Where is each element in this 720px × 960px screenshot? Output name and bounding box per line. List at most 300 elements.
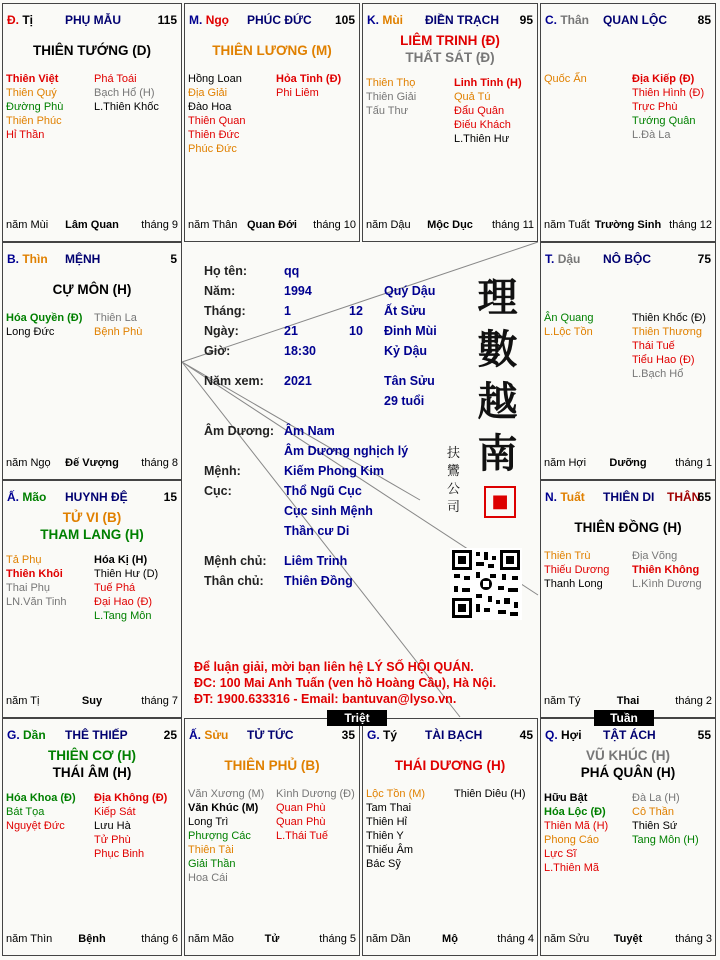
aux-star: Thiên Y (366, 830, 404, 842)
aux-star: Đường Phù (6, 101, 64, 113)
stem-letter: G. (367, 728, 380, 742)
aux-stars-right (276, 72, 341, 100)
aux-star: Địa Võng (632, 550, 678, 562)
qr-code-icon[interactable] (450, 548, 522, 620)
aux-star: Đại Hao (Đ) (94, 596, 153, 608)
cell-branch (7, 728, 46, 742)
main-star: VŨ KHÚC (H) (586, 748, 670, 763)
aux-stars-right (276, 787, 355, 843)
stem-letter: T. (545, 252, 555, 266)
aux-star: Lưu Hà (94, 820, 131, 832)
palace-name: TÀI BẠCH (425, 728, 483, 742)
life-phase: Dưỡng (609, 457, 647, 469)
aux-stars-right (632, 72, 704, 142)
aux-star: Thiên Quý (6, 87, 57, 99)
stem-letter: Đ. (7, 13, 19, 27)
cell-footer (6, 219, 178, 233)
aux-stars-left (6, 72, 63, 142)
stem-letter: B. (7, 252, 19, 266)
aux-star: Đẩu Quân (454, 105, 505, 117)
main-star: THÁI ÂM (H) (52, 765, 132, 780)
cell-branch (7, 252, 48, 266)
palace-cell-dau (540, 242, 716, 480)
day-label: Ngày: (204, 324, 239, 338)
cell-header (545, 252, 711, 266)
aux-star: Thiếu Âm (366, 844, 414, 856)
palace-cell-tuat (540, 480, 716, 718)
aux-star: Thiên Trù (544, 550, 591, 562)
cell-branch (545, 252, 580, 266)
cycle-year: năm Dậu (366, 219, 411, 231)
main-star: THIÊN TƯỚNG (D) (33, 43, 151, 58)
palace-name: NÔ BỘC (603, 252, 651, 266)
aux-stars-left (6, 311, 82, 339)
aux-star: L.Đà La (632, 129, 671, 141)
cuc-label: Cục: (204, 484, 232, 498)
palace-name: TẬT ÁCH (603, 728, 656, 742)
aux-star: Giải Thần (188, 858, 236, 870)
day-lunar: 10 (349, 324, 363, 338)
palace-cell-ngo (184, 3, 360, 242)
cycle-year: năm Mùi (6, 219, 49, 231)
cell-header (7, 13, 177, 27)
month-label: Tháng: (204, 304, 246, 318)
aux-stars-left (188, 787, 264, 885)
aux-stars-left (544, 791, 608, 875)
aux-star: Thiên Hình (Đ) (632, 87, 705, 99)
branch-name: Tị (22, 13, 34, 27)
cycle-month: tháng 11 (491, 219, 534, 231)
cell-branch (189, 13, 229, 27)
cycle-year: năm Ngọ (6, 457, 51, 469)
cell-age: 95 (519, 13, 533, 27)
cell-age: 45 (519, 728, 533, 742)
palace-name: QUAN LỘC (603, 13, 667, 27)
aux-star: L.Thiên Mã (544, 862, 600, 874)
cell-age: 65 (697, 490, 711, 504)
aux-stars-left (6, 553, 67, 609)
cycle-month: tháng 3 (675, 933, 712, 945)
aux-star: Tuế Phá (94, 582, 136, 594)
cell-footer (544, 457, 712, 471)
aux-star: Thiên Mã (H) (544, 820, 609, 832)
main-star: PHÁ QUÂN (H) (580, 765, 676, 780)
stem-letter: Ấ. (7, 490, 19, 504)
aux-star: Bác Sỹ (366, 858, 401, 870)
palace-cell-dan (2, 718, 182, 956)
cell-age: 85 (697, 13, 711, 27)
amduong-label: Âm Dương: (204, 424, 275, 438)
cell-footer (6, 933, 178, 947)
amduong-value: Âm Nam (284, 424, 335, 438)
aux-star: Hữu Bật (544, 792, 588, 804)
aux-star: Lực Sĩ (544, 848, 577, 860)
aux-star: Hóa Khoa (Đ) (6, 792, 76, 804)
menhchu-label: Mệnh chủ: (204, 554, 267, 568)
view-year-value: 2021 (284, 374, 312, 388)
aux-star: Tiểu Hao (Đ) (632, 354, 695, 366)
calligraphy-char: 南 (477, 430, 518, 477)
aux-star: Thiên Thọ (366, 77, 416, 89)
cell-age: 25 (163, 728, 177, 742)
main-star: THIÊN PHỦ (B) (224, 758, 320, 773)
aux-star: Thiên Không (632, 564, 700, 576)
cell-branch (367, 728, 397, 742)
life-phase: Đế Vượng (65, 457, 119, 469)
main-star: LIÊM TRINH (Đ) (400, 33, 500, 48)
life-phase: Tử (264, 933, 280, 945)
life-phase: Thai (616, 695, 640, 707)
main-stars (185, 757, 359, 774)
palace-cell-than_b (540, 3, 716, 242)
cycle-year: năm Thân (188, 219, 238, 231)
life-phase: Tuyệt (613, 933, 643, 945)
aux-star: Tấu Thư (366, 105, 409, 117)
aux-star: Điếu Khách (454, 119, 511, 131)
month-can: Ất Sửu (384, 304, 426, 318)
aux-stars-right (94, 72, 159, 114)
aux-star: Tử Phù (94, 834, 131, 846)
palace-name: THÊ THIẾP (65, 728, 128, 742)
aux-star: Đà La (H) (632, 792, 680, 804)
aux-star: Thiên Tài (188, 844, 234, 856)
cell-header (545, 490, 711, 504)
hour-label: Giờ: (204, 344, 231, 358)
aux-star: L.Tang Môn (94, 610, 152, 622)
palace-name: THIÊN DI (603, 490, 655, 504)
life-phase: Bệnh (78, 933, 106, 945)
aux-stars-right (94, 791, 167, 861)
palace-cell-mao (2, 480, 182, 718)
menh-label: Mệnh: (204, 464, 241, 478)
aux-star: Thái Tuế (632, 340, 675, 352)
cycle-year: năm Thìn (6, 933, 53, 945)
main-star: THIÊN ĐỒNG (H) (574, 520, 682, 535)
aux-stars-left (544, 549, 609, 591)
life-phase: Mộc Dục (427, 219, 473, 231)
cycle-month: tháng 9 (141, 219, 178, 231)
cycle-year: năm Tuất (544, 219, 590, 231)
cell-age: 115 (157, 13, 177, 27)
cycle-month: tháng 2 (675, 695, 712, 707)
main-stars (3, 509, 181, 543)
aux-star: Tam Thai (366, 802, 412, 814)
view-year-can: Tân Sửu (384, 374, 435, 388)
calligraphy-char: 數 (477, 326, 518, 373)
cycle-month: tháng 8 (141, 457, 178, 469)
aux-stars-right (454, 76, 522, 146)
branch-name: Mùi (382, 13, 404, 27)
aux-star: LN.Văn Tinh (6, 596, 67, 608)
day-value: 21 (284, 324, 298, 338)
cycle-month: tháng 6 (141, 933, 178, 945)
aux-star: Văn Khúc (M) (188, 802, 259, 814)
age-value: 29 tuổi (384, 394, 425, 408)
aux-star: Bát Tọa (6, 806, 45, 818)
aux-star: Hóa Kị (H) (94, 554, 148, 566)
than-marker: THÂN (667, 490, 701, 504)
palace-name: TỬ TỨC (247, 728, 294, 742)
cycle-month: tháng 7 (141, 695, 178, 707)
branch-name: Tý (383, 728, 398, 742)
palace-cell-ti (2, 3, 182, 242)
aux-star: L.Thiên Khốc (94, 101, 159, 113)
cell-footer (366, 219, 534, 233)
branch-name: Hợi (561, 728, 582, 742)
cell-branch (545, 490, 585, 504)
branch-name: Thìn (22, 252, 48, 266)
aux-star: L.Thái Tuế (276, 830, 328, 842)
branch-name: Thân (560, 13, 590, 27)
cell-footer (188, 933, 356, 947)
aux-star: Tang Môn (H) (632, 834, 699, 846)
day-can: Đinh Mùi (384, 324, 437, 338)
aux-star: Thiên Diêu (H) (454, 788, 526, 800)
name-value: qq (284, 264, 300, 278)
palace-name: MỆNH (65, 252, 101, 266)
cycle-month: tháng 5 (319, 933, 356, 945)
life-phase: Suy (81, 695, 103, 707)
cell-footer (544, 219, 712, 233)
thanchu-value: Thiên Đồng (284, 574, 353, 588)
aux-stars-left (6, 791, 76, 833)
aux-star: Thanh Long (544, 578, 603, 590)
cycle-year: năm Hợi (544, 457, 587, 469)
cell-age: 105 (334, 13, 355, 27)
palace-cell-thin (2, 242, 182, 480)
aux-stars-left (544, 72, 587, 86)
main-star: THÁI DƯƠNG (H) (394, 758, 506, 773)
cell-age: 5 (170, 252, 177, 266)
aux-star: Thiên Hỉ (366, 816, 407, 828)
cell-header (7, 490, 177, 504)
cell-footer (188, 219, 356, 233)
life-phase: Trường Sinh (594, 219, 662, 231)
aux-star: Thiên Sứ (632, 820, 678, 832)
main-star: CỰ MÔN (H) (52, 282, 132, 297)
aux-star: Linh Tinh (H) (454, 77, 522, 89)
aux-star: Kiếp Sát (94, 806, 136, 818)
aux-star: Ân Quang (544, 312, 594, 324)
aux-star: Thiên Thương (632, 326, 703, 338)
stem-letter: Ấ. (189, 728, 201, 742)
aux-star: Thiên Việt (6, 73, 59, 85)
aux-star: Bệnh Phù (94, 326, 143, 338)
palace-cell-ty (362, 718, 538, 956)
branch-name: Dậu (557, 252, 581, 266)
main-star: THAM LANG (H) (40, 527, 144, 542)
aux-star: L.Lộc Tồn (544, 326, 593, 338)
aux-star: Thiếu Dương (544, 564, 610, 576)
aux-star: Bạch Hổ (H) (94, 87, 155, 99)
thanchu-label: Thân chủ: (204, 574, 264, 588)
cell-age: 35 (341, 728, 355, 742)
aux-star: Thai Phụ (6, 582, 51, 594)
month-value: 1 (284, 304, 291, 318)
cycle-year: năm Dần (366, 933, 411, 945)
cycle-month: tháng 12 (669, 219, 712, 231)
aux-star: Long Đức (6, 326, 55, 338)
main-star: THIÊN LƯƠNG (M) (212, 43, 332, 58)
red-seal-icon: ■ (484, 486, 516, 518)
aux-stars-right (94, 553, 158, 623)
year-label: Năm: (204, 284, 236, 298)
main-stars (363, 757, 537, 774)
main-stars (363, 32, 537, 66)
aux-stars-right (632, 549, 702, 591)
aux-star: Phá Toái (94, 73, 137, 85)
aux-star: Quan Phù (276, 802, 326, 814)
main-stars (3, 281, 181, 298)
cell-header (545, 728, 711, 742)
cycle-month: tháng 10 (313, 219, 356, 231)
palace-cell-mui (362, 3, 538, 242)
aux-star: Địa Kiếp (Đ) (632, 73, 695, 85)
aux-star: Thiên Khôi (6, 568, 63, 580)
aux-star: Tả Phụ (6, 554, 42, 566)
hour-value: 18:30 (284, 344, 316, 358)
aux-star: Phong Cáo (544, 834, 600, 846)
name-label: Họ tên: (204, 264, 248, 278)
aux-star: Hóa Lộc (Đ) (544, 806, 606, 818)
cycle-month: tháng 4 (497, 933, 534, 945)
aux-star: Thiên Khốc (Đ) (632, 312, 706, 324)
aux-star: Phi Liêm (276, 87, 319, 99)
aux-star: Kình Dương (Đ) (276, 788, 355, 800)
branch-name: Dần (23, 728, 46, 742)
aux-stars-right (454, 787, 526, 801)
main-stars (541, 747, 715, 781)
palace-name: PHỤ MẪU (65, 13, 121, 27)
aux-star: Thiên Giải (366, 91, 417, 103)
cell-branch (7, 490, 46, 504)
aux-star: Địa Giải (188, 87, 228, 99)
aux-star: Phục Binh (94, 848, 145, 860)
palace-name: PHÚC ĐỨC (247, 13, 312, 27)
aux-star: Hỉ Thần (6, 129, 45, 141)
aux-star: L.Bạch Hổ (632, 368, 684, 380)
aux-stars-right (632, 311, 706, 381)
main-stars (3, 747, 181, 781)
aux-star: Quốc Ấn (544, 73, 587, 85)
amduong-value-2: Âm Dương nghịch lý (284, 444, 409, 458)
palace-name: HUYNH ĐỆ (65, 490, 128, 504)
triet-tag: Triệt (327, 710, 387, 726)
aux-star: Long Trì (188, 816, 229, 828)
cell-branch (545, 13, 589, 27)
cycle-year: năm Sửu (544, 933, 590, 945)
cell-branch (189, 728, 228, 742)
aux-star: Hỏa Tinh (Đ) (276, 73, 342, 85)
aux-star: Văn Xương (M) (188, 788, 265, 800)
aux-star: Thiên Hư (D) (94, 568, 159, 580)
contact-line-2: ĐC: 100 Mai Anh Tuấn (ven hồ Hoàng Cầu), Hà Nội. (194, 676, 497, 690)
aux-star: Quan Phù (276, 816, 326, 828)
aux-star: Quả Tú (454, 91, 491, 103)
calligraphy-logo (465, 272, 530, 480)
branch-name: Tuất (560, 490, 585, 504)
cell-age: 55 (697, 728, 711, 742)
aux-star: Phượng Các (188, 830, 251, 842)
palace-name: ĐIỀN TRẠCH (425, 13, 499, 27)
cuc-value-2: Cục sinh Mệnh (284, 504, 373, 518)
main-stars (541, 519, 715, 536)
cell-branch (7, 13, 33, 27)
branch-name: Mão (22, 490, 47, 504)
cell-header (367, 728, 533, 742)
main-star: TỬ VI (B) (62, 510, 122, 525)
aux-star: Thiên Phúc (6, 115, 62, 127)
cell-header (189, 728, 355, 742)
aux-star: Đào Hoa (188, 101, 232, 113)
life-phase: Quan Đới (247, 219, 297, 231)
cell-age: 75 (697, 252, 711, 266)
aux-star: Cô Thần (632, 806, 674, 818)
aux-stars-right (94, 311, 142, 339)
menh-value: Kiếm Phong Kim (284, 464, 385, 478)
aux-stars-left (188, 72, 245, 156)
tuan-tag: Tuần (594, 710, 654, 726)
palace-cell-hoi (540, 718, 716, 956)
aux-star: Địa Không (Đ) (94, 792, 168, 804)
stem-letter: N. (545, 490, 557, 504)
aux-star: L.Thiên Hư (454, 133, 510, 145)
cell-header (7, 252, 177, 266)
aux-star: Thiên La (94, 312, 137, 324)
stem-letter: K. (367, 13, 379, 27)
main-star: THIÊN CƠ (H) (47, 748, 136, 763)
aux-star: Nguyệt Đức (6, 820, 65, 832)
stem-letter: M. (189, 13, 203, 27)
stem-letter: C. (545, 13, 557, 27)
view-year-label: Năm xem: (204, 374, 264, 388)
aux-star: Tướng Quân (632, 115, 696, 127)
palace-cell-suu (184, 718, 360, 956)
life-phase: Mộ (442, 933, 458, 945)
cell-header (189, 13, 355, 27)
hour-can: Kỷ Dậu (384, 344, 428, 358)
cell-header (7, 728, 177, 742)
aux-star: Trực Phù (632, 101, 678, 113)
aux-stars-right (632, 791, 699, 847)
aux-stars-left (366, 76, 416, 118)
cycle-year: năm Tị (6, 695, 40, 707)
branch-name: Sửu (204, 728, 229, 742)
aux-stars-left (366, 787, 425, 871)
cycle-year: năm Tý (544, 695, 581, 707)
aux-star: Phúc Đức (188, 143, 237, 155)
main-stars (185, 42, 359, 59)
cycle-year: năm Mão (188, 933, 234, 945)
cuc-value-3: Thần cư Di (284, 524, 350, 538)
cell-age: 15 (163, 490, 177, 504)
year-can: Quý Dậu (384, 284, 436, 298)
cell-footer (366, 933, 534, 947)
cell-header (545, 13, 711, 27)
main-stars (3, 42, 181, 59)
stem-letter: Q. (545, 728, 558, 742)
cycle-month: tháng 1 (675, 457, 712, 469)
cell-branch (545, 728, 582, 742)
cell-footer (6, 695, 178, 709)
calligraphy-char: 理 (477, 274, 518, 321)
menhchu-value: Liêm Trinh (284, 554, 348, 568)
main-star: THẤT SÁT (Đ) (405, 50, 495, 65)
cuc-value: Thổ Ngũ Cục (284, 484, 362, 498)
cell-header (367, 13, 533, 27)
aux-star: Hồng Loan (188, 73, 242, 85)
aux-star: Hóa Quyền (Đ) (6, 312, 83, 324)
